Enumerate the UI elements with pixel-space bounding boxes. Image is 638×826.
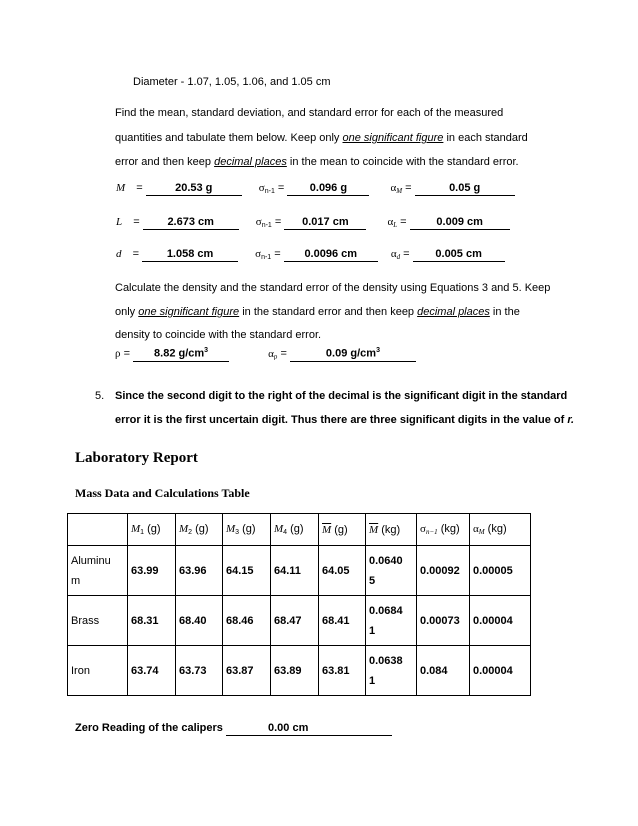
sigma-symbol: σ xyxy=(258,182,265,194)
density-instructions-line-2 xyxy=(115,306,520,318)
cell-mean-kg: 0.0640 5 xyxy=(366,546,417,596)
item-5-line-2: error it is the first uncertain digit. Thus there are three significant digits in the value of r. xyxy=(115,414,575,426)
cell-mean-g: 64.05 xyxy=(319,546,366,596)
zero-reading-line xyxy=(75,722,392,736)
density-error-value: 0.09 $g/cm^3$ xyxy=(290,344,416,362)
instr-emphasis: one significant figure xyxy=(138,306,240,318)
row-label: Brass xyxy=(68,596,128,646)
density-instructions-line-3: density to coincide with the standard error. xyxy=(115,329,322,341)
instr-text: only xyxy=(115,306,139,318)
mean-value: 2.673 cm xyxy=(143,216,239,230)
alpha-rho-subscript: ρ xyxy=(273,352,278,361)
stats-row-mass xyxy=(116,182,515,196)
header-cell-mean-kg: $\overline{M}$ (kg) xyxy=(366,514,417,546)
sigma-subscript: n-1 xyxy=(261,254,272,261)
cell-alpha: 0.00004 xyxy=(470,596,531,646)
mass-data-table xyxy=(67,513,531,696)
equals-sign: = xyxy=(132,248,139,260)
sd-value: 0.017 cm xyxy=(284,216,366,230)
sd-value: 0.096 g xyxy=(287,182,369,196)
table-header-row xyxy=(68,514,531,546)
stats-row-length xyxy=(116,216,510,230)
instr-text: in the mean to coincide with the standard error. xyxy=(286,156,519,168)
equals-sign: = xyxy=(405,182,412,194)
instr-text: quantities and tabulate them below. Keep only xyxy=(115,132,343,144)
cell-mean-g: 68.41 xyxy=(319,596,366,646)
header-cell-alpha: $\alpha_M$ (kg) xyxy=(470,514,531,546)
cell-mean-kg: 0.0638 1 xyxy=(366,646,417,696)
density-value: 8.82 $g/cm^3$ xyxy=(133,344,229,362)
cell-m4: 64.11 xyxy=(271,546,319,596)
table-row xyxy=(68,546,531,596)
diameter-line: Diameter - 1.07, 1.05, 1.06, and 1.05 cm xyxy=(133,76,331,88)
density-instructions-line-1: Calculate the density and the standard error of the density using Equations 3 and 5. Keep xyxy=(115,282,551,294)
instructions-line-1: Find the mean, standard deviation, and standard error for each of the measured xyxy=(115,107,504,119)
cell-sigma: 0.00073 xyxy=(417,596,470,646)
equals-sign: = xyxy=(123,347,130,360)
rho-symbol: ρ xyxy=(115,347,121,360)
alpha-subscript: d xyxy=(396,253,401,261)
symbol-l: L xyxy=(116,216,123,228)
cell-m2: 63.96 xyxy=(176,546,223,596)
sigma-subscript: n-1 xyxy=(264,188,275,195)
instr-text: in the standard error and then keep xyxy=(239,306,418,318)
cell-m3: 63.87 xyxy=(223,646,271,696)
sigma-symbol: σ xyxy=(255,216,262,228)
alpha-symbol: α xyxy=(390,182,397,194)
laboratory-report-heading: Laboratory Report xyxy=(75,450,198,466)
cell-m1: 68.31 xyxy=(128,596,176,646)
instr-text: in each standard xyxy=(443,132,528,144)
cell-m1: 63.74 xyxy=(128,646,176,696)
header-cell-m3: $M_3$ (g) xyxy=(223,514,271,546)
alpha-symbol: α xyxy=(387,216,394,228)
equals-sign: = xyxy=(274,248,281,260)
instructions-line-2 xyxy=(115,132,528,144)
zero-reading-value: 0.00 cm xyxy=(226,722,392,736)
cell-m4: 68.47 xyxy=(271,596,319,646)
alpha-subscript: L xyxy=(393,221,398,229)
density-row xyxy=(115,344,416,362)
cell-m3: 64.15 xyxy=(223,546,271,596)
cell-m3: 68.46 xyxy=(223,596,271,646)
zero-reading-label: Zero Reading of the calipers xyxy=(75,722,226,734)
alpha-symbol: α xyxy=(268,347,274,360)
alpha-subscript: M xyxy=(396,187,403,195)
cell-mean-g: 63.81 xyxy=(319,646,366,696)
header-cell-m1: $M_1$ (g) xyxy=(128,514,176,546)
header-cell-mean-g: $\overline{M}$ (g) xyxy=(319,514,366,546)
mean-value: 20.53 g xyxy=(146,182,242,196)
cell-alpha: 0.00004 xyxy=(470,646,531,696)
instr-emphasis: one significant figure xyxy=(342,132,444,144)
table-row xyxy=(68,646,531,696)
cell-m2: 68.40 xyxy=(176,596,223,646)
se-value: 0.009 cm xyxy=(410,216,510,230)
cell-alpha: 0.00005 xyxy=(470,546,531,596)
row-label: Aluminu m xyxy=(68,546,128,596)
symbol-d: d xyxy=(116,248,122,260)
sd-value: 0.0096 cm xyxy=(284,248,378,262)
header-cell-empty xyxy=(68,514,128,546)
se-value: 0.005 cm xyxy=(413,248,505,262)
row-label: Iron xyxy=(68,646,128,696)
equals-sign: = xyxy=(277,182,285,194)
instructions-line-3 xyxy=(115,156,519,168)
equals-sign: = xyxy=(400,216,407,228)
alpha-symbol: α xyxy=(390,248,397,260)
mass-table-heading: Mass Data and Calculations Table xyxy=(75,486,250,500)
cell-m1: 63.99 xyxy=(128,546,176,596)
item-5-line-1: Since the second digit to the right of the decimal is the significant digit in the standard xyxy=(115,390,568,402)
cell-sigma: 0.084 xyxy=(417,646,470,696)
item-5-number: 5. xyxy=(95,390,105,402)
cell-m2: 63.73 xyxy=(176,646,223,696)
instr-emphasis: decimal places xyxy=(417,306,490,318)
instr-text: in the xyxy=(489,306,520,318)
cell-m4: 63.89 xyxy=(271,646,319,696)
cell-sigma: 0.00092 xyxy=(417,546,470,596)
header-cell-m4: $M_4$ (g) xyxy=(271,514,319,546)
instr-emphasis: decimal places xyxy=(214,156,287,168)
sigma-subscript: n-1 xyxy=(261,222,272,229)
symbol-m: M xyxy=(116,182,126,194)
equals-sign: = xyxy=(280,347,287,360)
table-row xyxy=(68,596,531,646)
instr-text: error and then keep xyxy=(115,156,215,168)
equals-sign: = xyxy=(274,216,282,228)
header-cell-m2: $M_2$ (g) xyxy=(176,514,223,546)
sigma-symbol: σ xyxy=(255,248,262,260)
equals-sign: = xyxy=(403,248,410,260)
se-value: 0.05 g xyxy=(415,182,515,196)
equals-sign: = xyxy=(133,216,140,228)
mean-value: 1.058 cm xyxy=(142,248,238,262)
equals-sign: = xyxy=(136,182,143,194)
cell-mean-kg: 0.0684 1 xyxy=(366,596,417,646)
header-cell-sigma: $\sigma_{n-1}$ (kg) xyxy=(417,514,470,546)
stats-row-diameter xyxy=(116,248,505,262)
